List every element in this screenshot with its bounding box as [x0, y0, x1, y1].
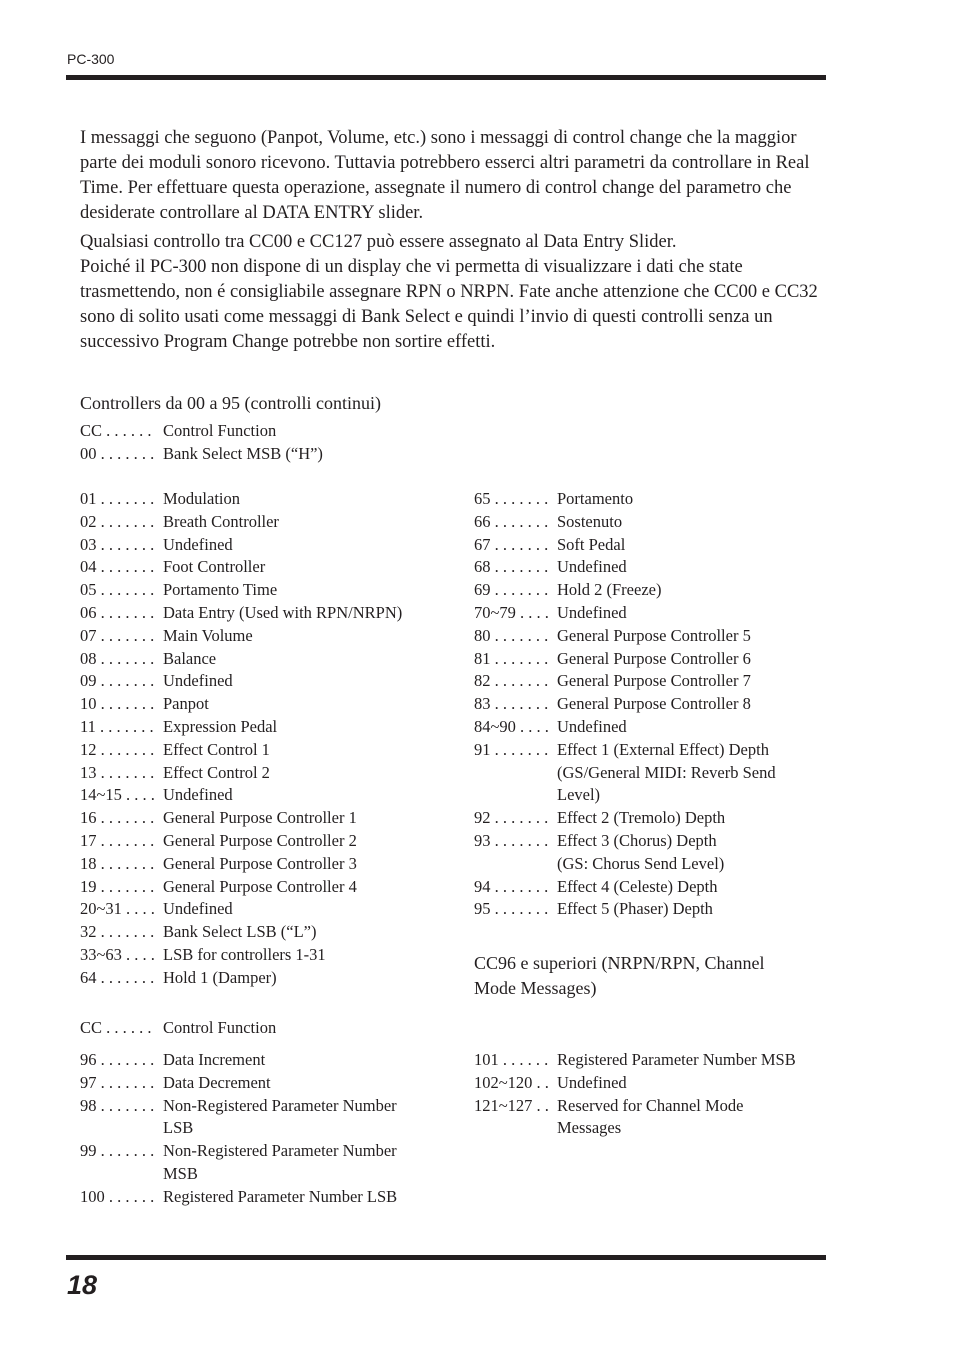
cc-label: Undefined [557, 716, 627, 736]
list-item [80, 1049, 465, 1072]
cc-code: 01 . . . . . . . [80, 489, 155, 508]
list-item [80, 967, 465, 990]
cc-label: Non-Registered Parameter Number [163, 1095, 397, 1115]
cc-code: 64 . . . . . . . [80, 967, 155, 987]
cc-code: 100 . . . . . . [80, 1186, 155, 1206]
cc-label: Registered Parameter Number MSB [557, 1050, 796, 1069]
footer-rule [66, 1255, 826, 1260]
cc-label: Control Function [163, 421, 277, 440]
cc-label: Undefined [557, 1072, 627, 1092]
section2-title-line: CC96 e superiori (NRPN/RPN, Channel [474, 953, 765, 973]
cc-code: 19 . . . . . . . [80, 876, 155, 896]
cc-label: General Purpose Controller 1 [163, 808, 357, 828]
cc-code: CC . . . . . . [80, 1018, 152, 1037]
list-item [474, 830, 834, 876]
list-item [80, 488, 465, 511]
section2-right-list [474, 1049, 834, 1140]
cc-label: Bank Select MSB (“H”) [163, 443, 323, 463]
cc-label-continuation: (GS: Chorus Send Level) [557, 853, 725, 873]
list-item [80, 693, 465, 716]
cc-code: 70~79 . . . . [474, 602, 549, 622]
list-item [474, 579, 834, 602]
cc-label: Portamento [557, 489, 634, 508]
cc-code: 02 . . . . . . . [80, 511, 155, 531]
cc-code: 66 . . . . . . . [474, 511, 549, 531]
list-item [80, 511, 465, 534]
list-item [474, 1049, 834, 1072]
cc-code: 80 . . . . . . . [474, 625, 549, 645]
cc-code: 07 . . . . . . . [80, 625, 155, 645]
cc-label: Data Entry (Used with RPN/NRPN) [163, 602, 403, 622]
cc-label: Effect 5 (Phaser) Depth [557, 899, 713, 919]
section1-left-list [80, 488, 465, 990]
page-number: 18 [67, 1270, 98, 1300]
list-item [474, 807, 834, 830]
cc-code: 92 . . . . . . . [474, 808, 549, 828]
list-item [474, 898, 834, 921]
cc-code: 14~15 . . . . [80, 785, 155, 805]
list-item [80, 579, 465, 602]
cc-label: Registered Parameter Number LSB [163, 1186, 398, 1206]
cc-label: Effect Control 2 [163, 762, 270, 782]
cc-code: 13 . . . . . . . [80, 762, 155, 782]
list-item [474, 1095, 834, 1141]
cc-label: Effect 3 (Chorus) Depth [557, 830, 717, 850]
list-item [80, 670, 465, 693]
cc-label: Control Function [163, 1018, 277, 1037]
cc-label: Non-Registered Parameter Number [163, 1141, 397, 1161]
cc-label: General Purpose Controller 6 [557, 648, 751, 668]
cc-label: Breath Controller [163, 511, 279, 531]
cc-code: 12 . . . . . . . [80, 739, 155, 759]
cc-code: 102~120 . . [474, 1072, 549, 1092]
list-item [80, 625, 465, 648]
cc-label: General Purpose Controller 4 [163, 876, 357, 896]
cc-label: Undefined [557, 602, 627, 622]
list-item [474, 670, 834, 693]
cc-label: Hold 1 (Damper) [163, 967, 277, 987]
list-item [80, 762, 465, 785]
cc-label: Sostenuto [557, 511, 623, 531]
list-item [474, 693, 834, 716]
cc-label-continuation: LSB [163, 1118, 194, 1138]
cc-label: Effect Control 1 [163, 739, 270, 759]
cc-label: Undefined [163, 671, 233, 691]
cc-code: 20~31 . . . . [80, 899, 155, 919]
list-item [474, 534, 834, 557]
cc-code: 06 . . . . . . . [80, 602, 155, 622]
list-item [474, 716, 834, 739]
list-item [80, 1140, 465, 1186]
cc-code: 33~63 . . . . [80, 944, 155, 964]
section2-header-list [80, 1017, 460, 1040]
intro-text [80, 126, 830, 359]
section2-left-list [80, 1049, 465, 1209]
list-item [80, 420, 460, 443]
list-item [474, 625, 834, 648]
cc-code: 68 . . . . . . . [474, 557, 549, 577]
list-item [80, 534, 465, 557]
section2-title-line: Mode Messages) [474, 978, 597, 998]
cc-code: 67 . . . . . . . [474, 534, 549, 554]
header-rule [66, 75, 826, 80]
cc-code: 95 . . . . . . . [474, 899, 549, 919]
list-item [80, 443, 460, 466]
cc-code: 84~90 . . . . [474, 716, 549, 736]
cc-label: Undefined [163, 534, 233, 554]
list-item [80, 1186, 465, 1209]
cc-label: Effect 4 (Celeste) Depth [557, 876, 718, 896]
header-model-label: PC-300 [67, 51, 115, 67]
cc-code: 96 . . . . . . . [80, 1050, 155, 1069]
cc-code: 32 . . . . . . . [80, 922, 155, 942]
list-item [80, 1095, 465, 1141]
cc-label: Undefined [163, 785, 233, 805]
cc-label: Undefined [557, 557, 627, 577]
list-item [80, 739, 465, 762]
cc-code: 69 . . . . . . . [474, 580, 549, 600]
cc-label: General Purpose Controller 7 [557, 671, 751, 691]
list-item [80, 602, 465, 625]
list-item [80, 853, 465, 876]
cc-code: 91 . . . . . . . [474, 739, 549, 759]
cc-label: Modulation [163, 489, 240, 508]
list-item [80, 944, 465, 967]
cc-label: Undefined [163, 899, 233, 919]
cc-code: 101 . . . . . . [474, 1050, 549, 1069]
cc-code: 00 . . . . . . . [80, 443, 155, 463]
section1-title: Controllers da 00 a 95 (controlli continui) [80, 393, 381, 413]
cc-label: Effect 1 (External Effect) Depth [557, 739, 769, 759]
list-item [80, 1072, 465, 1095]
cc-label: Bank Select LSB (“L”) [163, 922, 317, 942]
cc-label: LSB for controllers 1-31 [163, 944, 326, 964]
list-item [80, 876, 465, 899]
list-item [80, 648, 465, 671]
intro-paragraph-1: I messaggi che seguono (Panpot, Volume, etc.) sono i messaggi di control change che la maggior parte dei moduli sonoro ricevono. Tuttavia potrebbero esserci altri parametri da controllare in Real Time. Per effettuare questa operazione, assegnate il numero di control change del parametro che desiderate controllare al DATA ENTRY slider. [80, 128, 810, 223]
list-item [80, 807, 465, 830]
list-item [474, 1072, 834, 1095]
list-item [80, 716, 465, 739]
list-item [80, 898, 465, 921]
cc-code: 97 . . . . . . . [80, 1072, 155, 1092]
cc-label: Data Decrement [163, 1072, 271, 1092]
list-item [474, 488, 834, 511]
list-item [474, 556, 834, 579]
cc-code: 94 . . . . . . . [474, 876, 549, 896]
cc-code: 81 . . . . . . . [474, 648, 549, 668]
list-item [80, 921, 465, 944]
cc-label: General Purpose Controller 8 [557, 694, 751, 714]
cc-label: Panpot [163, 694, 209, 714]
list-item [474, 511, 834, 534]
cc-label: Foot Controller [163, 557, 266, 577]
cc-label: Reserved for Channel Mode [557, 1095, 744, 1115]
cc-code: 82 . . . . . . . [474, 671, 549, 691]
cc-code: 83 . . . . . . . [474, 694, 549, 714]
cc-label: General Purpose Controller 3 [163, 853, 357, 873]
cc-code: 93 . . . . . . . [474, 830, 549, 850]
cc-label: Soft Pedal [557, 534, 626, 554]
list-item [474, 648, 834, 671]
cc-code: 121~127 . . [474, 1095, 549, 1115]
cc-label-continuation: Messages [557, 1118, 622, 1138]
cc-code: 03 . . . . . . . [80, 534, 155, 554]
cc-code: CC . . . . . . [80, 421, 152, 440]
list-item [80, 784, 465, 807]
cc-code: 98 . . . . . . . [80, 1095, 155, 1115]
cc-label: General Purpose Controller 5 [557, 625, 751, 645]
cc-label: Expression Pedal [163, 716, 278, 736]
intro-paragraph-2: Qualsiasi controllo tra CC00 e CC127 può essere assegnato al Data Entry Slider. [80, 232, 677, 252]
cc-label-continuation: Level) [557, 785, 601, 805]
cc-code: 05 . . . . . . . [80, 580, 155, 600]
cc-code: 08 . . . . . . . [80, 648, 155, 668]
list-item [474, 876, 834, 899]
list-item [80, 1017, 460, 1040]
list-item [474, 602, 834, 625]
cc-code: 16 . . . . . . . [80, 808, 155, 828]
cc-code: 65 . . . . . . . [474, 489, 549, 508]
section1-top-list [80, 420, 460, 466]
cc-label: Balance [163, 648, 217, 668]
list-item [80, 830, 465, 853]
intro-paragraph-3: Poiché il PC-300 non dispone di un display che vi permetta di visualizzare i dati che state trasmettendo, non é consigliabile assegnare RPN o NRPN. Fate anche attenzione che CC00 e CC32 sono di solito usati come messaggi di Bank Select e quindi l’invio di questi controlli senza un successivo Program Change potrebbe non sortire effetti. [80, 257, 818, 352]
cc-label: Main Volume [163, 625, 253, 645]
cc-label: General Purpose Controller 2 [163, 830, 357, 850]
list-item [80, 556, 465, 579]
section1-right-list [474, 488, 834, 921]
cc-code: 18 . . . . . . . [80, 853, 155, 873]
cc-label: Hold 2 (Freeze) [557, 580, 662, 600]
cc-label-continuation: MSB [163, 1163, 198, 1183]
cc-label: Portamento Time [163, 580, 278, 600]
cc-code: 04 . . . . . . . [80, 557, 155, 577]
cc-code: 99 . . . . . . . [80, 1141, 155, 1161]
cc-code: 10 . . . . . . . [80, 694, 155, 714]
list-item [474, 739, 834, 807]
cc-label: Effect 2 (Tremolo) Depth [557, 808, 726, 828]
section2-title [474, 951, 765, 1001]
cc-code: 09 . . . . . . . [80, 671, 155, 691]
cc-label: Data Increment [163, 1050, 266, 1069]
cc-label-continuation: (GS/General MIDI: Reverb Send [557, 762, 776, 782]
cc-code: 11 . . . . . . . [80, 716, 154, 736]
cc-code: 17 . . . . . . . [80, 830, 155, 850]
